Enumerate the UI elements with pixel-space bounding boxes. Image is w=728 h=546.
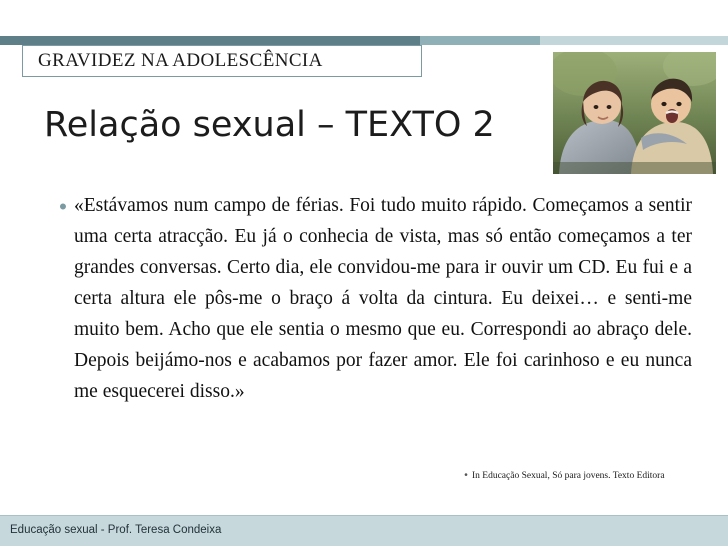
- teenagers-hug-photo: [553, 52, 716, 174]
- bullet-icon: •: [59, 194, 67, 219]
- footer-label: Educação sexual - Prof. Teresa Condeixa: [10, 524, 222, 536]
- body-paragraph: «Estávamos num campo de férias. Foi tudo muito rápido. Começamos a sentir uma certa atracção. Eu já o conhecia de vista, mas só então começamos a ter grandes conversas. Certo dia, ele convidou-me para ir ouvir um CD. Eu fui e a certa altura ele pôs-me o braço á volta da cintura. Eu deixei… e senti-me muito bem. Acho que ele sentia o mesmo que eu. Correspondi ao abraço dele. Depois beijámo-nos e acabamos por fazer amor. Ele foi carinhoso e eu nunca me esquecerei disso.»: [74, 195, 692, 402]
- source-citation: In Educação Sexual, Só para jovens. Texto Editora: [472, 471, 665, 481]
- top-bar-dark: [0, 36, 420, 45]
- source-bullet-icon: •: [464, 470, 468, 481]
- top-bar-light: [540, 36, 728, 45]
- header-tag-label: GRAVIDEZ NA ADOLESCÊNCIA: [38, 50, 323, 71]
- top-decoration-band: [0, 0, 728, 46]
- body-bullet-row: [52, 190, 692, 407]
- source-row: [460, 470, 710, 482]
- top-bar-mid: [420, 36, 540, 45]
- page-title: Relação sexual – TEXTO 2: [44, 105, 495, 145]
- body-content: [52, 190, 692, 407]
